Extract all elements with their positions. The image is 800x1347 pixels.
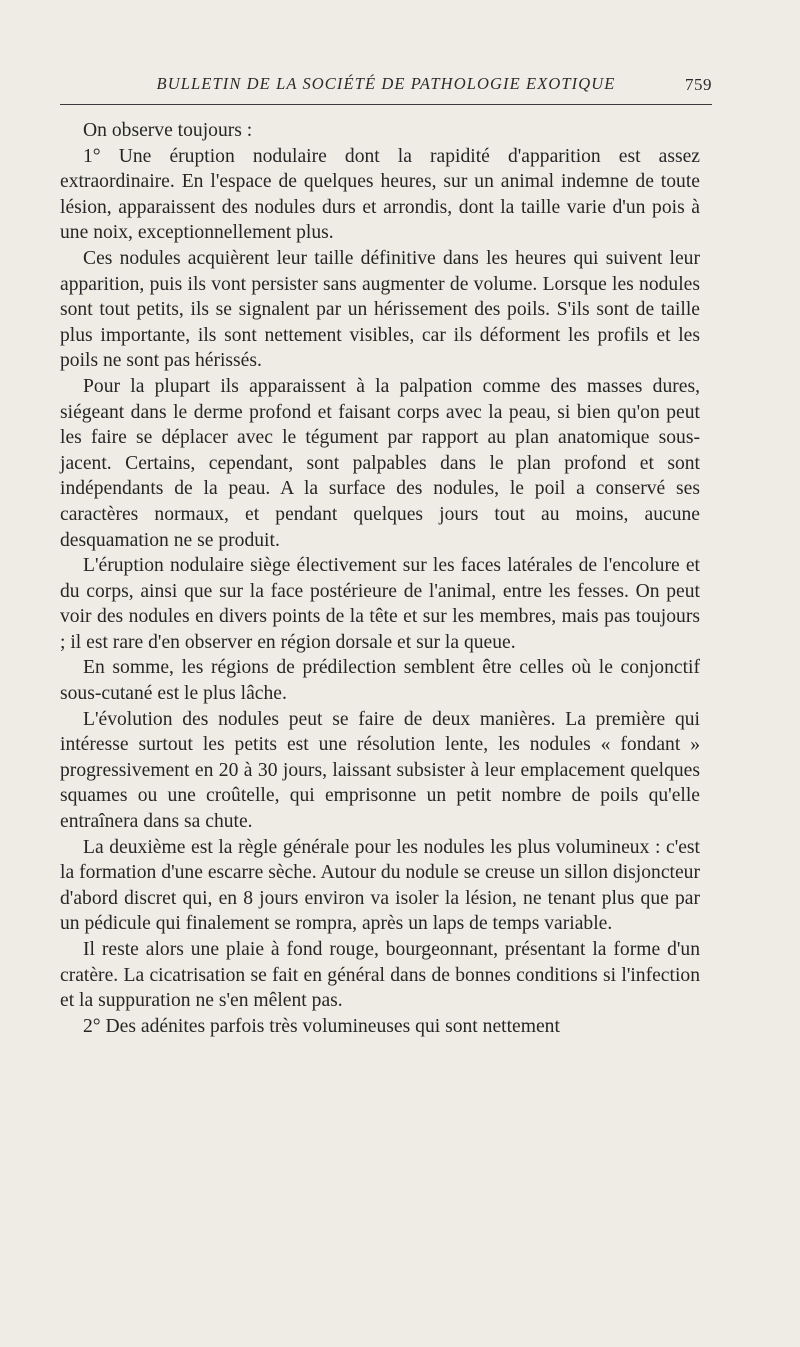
page-number: 759 (685, 75, 712, 94)
page-header (60, 74, 712, 100)
paragraph: On observe toujours : (83, 120, 253, 141)
paragraph: Ces nodules acquièrent leur taille définitive dans les heures qui suivent leur apparition, puis ils vont persister sans augmenter de volume. Lorsque les nodules sont tout petits, ils se signalent par un hérissement des poils. S'ils sont de taille plus importante, ils sont nettement visibles, car ils déforment les profils et les poils ne sont pas hérissés. (60, 247, 700, 372)
paragraph: En somme, les régions de prédilection semblent être celles où le conjonctif sous-cutané est le plus lâche. (60, 657, 700, 705)
paragraph: 1° Une éruption nodulaire dont la rapidité d'apparition est assez extraordinaire. En l'espace de quelques heures, sur un animal indemne de toute lésion, apparaissent des nodules durs et arrondis, dont la taille varie d'un pois à une noix, exceptionnellement plus. (60, 145, 700, 244)
body-text (60, 118, 700, 1039)
paragraph: 2° Des adénites parfois très volumineuses qui sont nettement (83, 1015, 560, 1037)
running-title: BULLETIN DE LA SOCIÉTÉ DE PATHOLOGIE EXOTIQUE (156, 74, 616, 93)
paragraph: Il reste alors une plaie à fond rouge, bourgeonnant, présentant la forme d'un cratère. La cicatrisation se fait en général dans de bonnes conditions si l'infection et la suppuration ne s'en mêlent pas. (60, 939, 700, 1012)
paragraph: Pour la plupart ils apparaissent à la palpation comme des masses dures, siégeant dans le derme profond et faisant corps avec la peau, si bien qu'on peut les faire se déplacer avec le tégument par rapport au plan anatomique sous-jacent. Certains, cependant, sont palpables dans le plan profond et sont indépendants de la peau. A la surface des nodules, le poil a conservé ses caractères normaux, et pendant quelques jours tout au moins, aucune desquamation ne se produit. (60, 375, 700, 551)
paragraph: L'évolution des nodules peut se faire de deux manières. La première qui intéresse surtout les petits est une résolution lente, les nodules « fondant » progressivement en 20 à 30 jours, laissant subsister à leur emplacement quelques squames ou une croûtelle, qui emprisonne un petit nombre de poils qu'elle entraînera dans sa chute. (60, 708, 700, 833)
paragraph: L'éruption nodulaire siège électivement sur les faces latérales de l'encolure et du corps, ainsi que sur la face postérieure de l'animal, entre les fesses. On peut voir des nodules en divers points de la tête et sur les membres, mais pas toujours ; il est rare d'en observer en région dorsale et sur la queue. (60, 555, 700, 653)
paragraph: La deuxième est la règle générale pour les nodules les plus volumineux : c'est la formation d'une escarre sèche. Autour du nodule se creuse un sillon disjoncteur d'abord discret qui, en 8 jours environ va isoler la lésion, ne tenant plus que par un pédicule qui finalement se rompra, après un laps de temps variable. (60, 836, 700, 935)
header-rule (60, 104, 712, 105)
